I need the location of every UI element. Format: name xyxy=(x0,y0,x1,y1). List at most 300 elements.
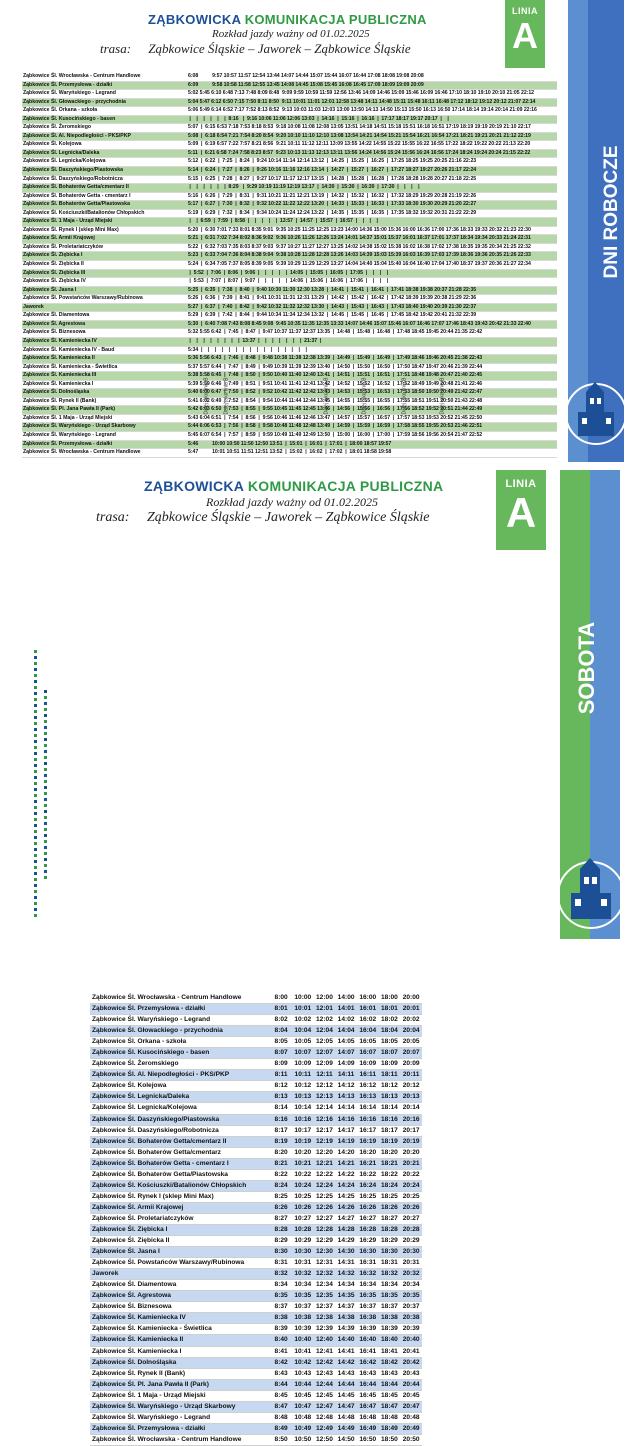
departure-time: 12:16 xyxy=(314,1114,336,1125)
table-row xyxy=(22,397,557,406)
departure-time: 16:21 xyxy=(357,1158,379,1169)
stop-name: Ząbkowice Śl. Bohaterów Getta/cmentarz II xyxy=(22,184,187,193)
departure-time: 16:25 xyxy=(359,1192,377,1200)
departure-times: | 5:52 | 7:06 | 8:06 | 9:06 | | | | | 14:05 | 15:05 | 16:05 | 17:05 | | | | xyxy=(187,269,557,278)
stop-name: Ząbkowice Śl. Jasna I xyxy=(90,1247,270,1258)
departure-time: 16:16 xyxy=(357,1114,379,1125)
departure-time: 20:27 xyxy=(402,1214,420,1222)
table-row xyxy=(22,380,557,389)
departure-time: 20:31 xyxy=(402,1259,420,1267)
saturday-table-wrapper xyxy=(90,993,422,1446)
departure-time: 14:12 xyxy=(337,1082,355,1090)
table-row xyxy=(22,303,557,312)
stop-name: Ząbkowice Śl. Bohaterów Getta/cmentarz xyxy=(92,1148,221,1156)
table-row xyxy=(90,1280,422,1291)
title-part2: KOMUNIKACJA PUBLICZNA xyxy=(244,12,427,27)
departure-time: 14:25 xyxy=(337,1192,355,1200)
departure-times: 5:21 | 6:31 7:02 7:34 8:02 8:36 9:02 9:36 10:26 11:26 12:26 13:24 14:01 14:37 15:01 15:37 16:01 16:37 17:01 17:37 18:34 19:34 20:33 21:24 22:31 xyxy=(187,235,557,244)
table-row xyxy=(22,449,557,458)
departure-time: 14:40 xyxy=(335,1335,357,1346)
table-row xyxy=(90,1258,422,1269)
stop-name: Ząbkowice Śl. Kamieniecka I xyxy=(92,1347,182,1355)
stop-name: Ząbkowice Śl. Rynek II (Bank) xyxy=(92,1369,186,1377)
validity-note: Rozkład jazdy ważny od 01.02.2025 xyxy=(212,28,370,40)
departure-time: 20:32 xyxy=(400,1269,422,1280)
table-row xyxy=(90,1191,422,1202)
stop-name: Ząbkowice Śl. Kolejowa xyxy=(23,141,82,148)
table-row xyxy=(90,1313,422,1324)
via-note: Dalej jako linia B xyxy=(323,377,330,415)
departure-time: 14:00 xyxy=(337,994,355,1001)
stop-name: Ząbkowice Śl. Bohaterów Getta - cmentarz I xyxy=(23,192,131,199)
departure-time: 14:21 xyxy=(335,1158,357,1169)
departure-time: 18:28 xyxy=(379,1224,401,1235)
stop-name: Ząbkowice Śl. Przemysłowa - działki xyxy=(22,81,187,90)
table-row xyxy=(22,312,557,321)
table-row xyxy=(22,278,557,287)
departure-time: 10:01 xyxy=(292,1004,314,1015)
table-row xyxy=(22,107,557,116)
stop-name: Ząbkowice Śl. Kościuszki/Batalionów Chłopskich xyxy=(90,1180,270,1191)
departure-time: 16:01 xyxy=(357,1004,379,1015)
table-row xyxy=(90,1059,422,1070)
departure-time: 10:29 xyxy=(294,1237,312,1245)
stop-name: Ząbkowice Śl. Ziębicka II xyxy=(92,1237,170,1245)
route-text: Ząbkowice Śląskie – Jaworek – Ząbkowice Śląskie xyxy=(146,510,430,525)
table-row xyxy=(22,414,557,423)
stop-name: Ząbkowice Śl. Daszyńskiego/Piastowska xyxy=(90,1114,270,1125)
departure-time: 16:02 xyxy=(359,1016,377,1024)
table-row xyxy=(90,1291,422,1302)
departure-time: 18:27 xyxy=(380,1214,398,1222)
stop-name: Jaworek xyxy=(90,1269,270,1280)
departure-time: 16:14 xyxy=(359,1104,377,1112)
stop-name: Ząbkowice Śl. Daszyńskiego/Piastowska xyxy=(22,167,187,176)
departure-times: | | | | | | 8:16 | 9:16 10:06 11:06 12:06 13:03 | 14:16 | 15:16 | 16:16 | 17:17 18:17 19:17 20:17 | | xyxy=(187,115,557,124)
departure-time: 20:34 xyxy=(402,1281,420,1289)
departure-time: 8:50 xyxy=(274,1435,288,1443)
departure-times: 5:26 | 6:36 | 7:39 | 8:41 | 9:41 10:31 11:31 12:31 13:29 | 14:42 | 15:42 | 16:42 | 17:42 18:39 19:39 20:38 21:29 22:36 xyxy=(188,295,477,302)
table-row xyxy=(90,1092,422,1103)
departure-time: 8:41 xyxy=(274,1347,288,1355)
departure-time: 12:01 xyxy=(314,1004,336,1015)
departure-time: 10:25 xyxy=(294,1192,312,1200)
table-row xyxy=(22,372,557,381)
line-badge xyxy=(496,470,546,550)
via-note: Dalej jako linia B xyxy=(223,377,230,415)
departure-time: 8:44 xyxy=(270,1379,292,1390)
departure-time: 14:44 xyxy=(335,1379,357,1390)
departure-time: 10:40 xyxy=(292,1335,314,1346)
departure-time: 12:43 xyxy=(316,1369,333,1377)
departure-time: 14:50 xyxy=(337,1435,355,1443)
town-crest-icon xyxy=(564,378,628,450)
table-row xyxy=(90,1103,422,1114)
departure-time: 8:14 xyxy=(274,1104,288,1112)
departure-time: 8:16 xyxy=(270,1114,292,1125)
departure-time: 8:01 xyxy=(270,1004,292,1015)
departure-time: 14:49 xyxy=(335,1423,357,1434)
departure-time: 16:39 xyxy=(359,1325,377,1333)
departure-time: 12:22 xyxy=(316,1170,333,1178)
departure-time: 8:34 xyxy=(274,1281,288,1289)
table-row xyxy=(22,158,557,167)
departure-time: 16:13 xyxy=(357,1092,379,1103)
departure-time: 14:01 xyxy=(335,1004,357,1015)
departure-time: 12:07 xyxy=(314,1048,336,1059)
table-row xyxy=(22,440,557,449)
weekday-table xyxy=(22,73,557,458)
departure-time: 16:19 xyxy=(357,1136,379,1147)
departure-time: 16:05 xyxy=(359,1038,377,1046)
departure-time: 10:30 xyxy=(292,1247,314,1258)
departure-times: 6:08 9:57 10:57 11:57 12:54 13:44 14:07 14:44 15:07 15:44 16:07 16:44 17:08 18:08 19:08 20:08 xyxy=(188,73,424,79)
departure-time: 14:30 xyxy=(335,1247,357,1258)
departure-time: 8:31 xyxy=(274,1259,288,1267)
weekday-title xyxy=(148,12,427,27)
saturday-title xyxy=(144,478,443,494)
departure-time: 10:41 xyxy=(294,1347,312,1355)
departure-time: 10:48 xyxy=(294,1413,312,1421)
departure-time: 10:16 xyxy=(292,1114,314,1125)
departure-time: 18:42 xyxy=(379,1357,401,1368)
departure-times: 5:16 | 6:26 | 7:29 | 8:31 | 9:31 10:21 11:21 12:21 13:19 | 14:32 | 15:32 | 16:32 | 17:32 18:29 19:29 20:28 21:19 22:26 xyxy=(188,192,477,199)
title-part1: ZĄBKOWICKA xyxy=(144,478,244,494)
departure-time: 10:32 xyxy=(292,1269,314,1280)
departure-times: 5:09 | 6:19 6:57 7:22 7:57 8:21 8:56 9:21 10:11 11:12 12:11 13:09 13:55 14:22 14:55 15:22 15:55 16:22 16:55 17:22 18:22 19:22 20:22 21:13 22:20 xyxy=(188,141,531,148)
departure-time: 10:44 xyxy=(292,1379,314,1390)
departure-times: 5:22 | 6:32 7:03 7:35 8:03 8:37 9:03 9:37 10:27 11:27 12:27 13:25 14:02 14:38 15:02 15:38 16:02 16:38 17:02 17:38 18:35 19:35 20:34 21:25 22:32 xyxy=(188,243,531,250)
departure-time: 18:25 xyxy=(380,1192,398,1200)
departure-time: 16:12 xyxy=(359,1082,377,1090)
title-part2: KOMUNIKACJA PUBLICZNA xyxy=(247,478,444,494)
departure-times: 5:34 | | | | | | | | | | | | | | | | xyxy=(188,346,307,353)
departure-time: 10:43 xyxy=(294,1369,312,1377)
table-row xyxy=(22,132,557,141)
stop-name: Ząbkowice Śl. Bohaterów Getta/cmentarz II xyxy=(90,1136,270,1147)
table-row xyxy=(22,423,557,432)
departure-time: 16:43 xyxy=(359,1369,377,1377)
stop-name: Ząbkowice Śl. Pl. Jana Pawła II (Park) xyxy=(22,406,187,415)
departure-time: 12:24 xyxy=(314,1180,336,1191)
table-row xyxy=(90,1379,422,1390)
departure-time: 18:48 xyxy=(380,1413,398,1421)
weekday-table-wrapper xyxy=(22,73,557,458)
table-row xyxy=(22,389,557,398)
departure-time: 12:37 xyxy=(316,1303,333,1311)
table-row xyxy=(22,355,557,364)
departure-time: 20:40 xyxy=(400,1335,422,1346)
departure-time: 12:00 xyxy=(316,994,333,1001)
stop-name: Ząbkowice Śl. Al. Niepodległości - PKS/PKP xyxy=(90,1070,270,1081)
stop-name: Ząbkowice Śl. Diamentowa xyxy=(92,1281,177,1289)
departure-time: 20:45 xyxy=(402,1391,420,1399)
departure-time: 20:26 xyxy=(400,1202,422,1213)
line-number: A xyxy=(512,15,538,56)
decor-dots-left xyxy=(44,690,47,882)
table-row xyxy=(90,1302,422,1313)
departure-time: 16:22 xyxy=(359,1170,377,1178)
title-part1: ZĄBKOWICKA xyxy=(148,12,241,27)
stop-name: Ząbkowice Śl. Kamieniecka - Świetlica xyxy=(92,1325,212,1333)
departure-time: 14:19 xyxy=(335,1136,357,1147)
stop-name: Ząbkowice Śl. Bohaterów Getta - cmentarz I xyxy=(90,1158,270,1169)
stop-name: Ząbkowice Śl. Kamieniecka III xyxy=(22,372,187,381)
departure-time: 8:38 xyxy=(270,1313,292,1324)
departure-times: 5:25 | 6:35 | 7:38 | 8:40 | 9:40 10:30 11:30 12:30 13:28 | 14:41 | 15:41 | 16:41 | 17:41 18:38 19:38 20:37 21:28 22:35 xyxy=(187,286,557,295)
departure-time: 18:38 xyxy=(379,1313,401,1324)
departure-time: 16:26 xyxy=(357,1202,379,1213)
departure-times: 5:23 | 6:33 7:04 7:36 8:04 8:38 9:04 9:38 10:28 11:28 12:28 13:26 14:03 14:39 15:03 15:39 16:03 16:39 17:03 17:39 18:36 19:36 20:35 21:26 22:33 xyxy=(187,252,557,261)
departure-time: 16:34 xyxy=(359,1281,377,1289)
departure-times: | | 6:59 | 7:59 | 8:58 | | | | | 13:57 | 14:57 | 15:57 | 16:57 | | | | xyxy=(187,218,557,227)
via-note: Dalej jako linia B xyxy=(401,377,408,415)
stop-name: Ząbkowice Śl. 1 Maja - Urząd Miejski xyxy=(23,414,113,421)
stop-name: Ząbkowice Śl. Waryńskiego - Urząd Skarbowy xyxy=(22,423,187,432)
stop-name: Ząbkowice Śl. Legnicka/Daleka xyxy=(90,1092,270,1103)
departure-time: 18:01 xyxy=(379,1004,401,1015)
table-row xyxy=(90,1224,422,1235)
departure-time: 18:44 xyxy=(379,1379,401,1390)
departure-time: 14:26 xyxy=(335,1202,357,1213)
table-row xyxy=(22,115,557,124)
table-row xyxy=(22,184,557,193)
stop-name: Ząbkowice Śl. Wrocławska - Centrum Handlowe xyxy=(23,449,141,456)
departure-time: 12:39 xyxy=(316,1325,333,1333)
departure-time: 18:05 xyxy=(380,1038,398,1046)
departure-time: 20:19 xyxy=(400,1136,422,1147)
departure-time: 14:48 xyxy=(337,1413,355,1421)
departure-time: 20:22 xyxy=(402,1170,420,1178)
table-row xyxy=(22,218,557,227)
stop-name: Ząbkowice Śl. Legnicka/Daleka xyxy=(22,149,187,158)
stop-name: Ząbkowice Śl. Diamentowa xyxy=(23,312,90,319)
line-badge xyxy=(505,0,545,68)
line-number: A xyxy=(505,489,537,536)
departure-time: 8:45 xyxy=(274,1391,288,1399)
departure-time: 12:42 xyxy=(314,1357,336,1368)
departure-time: 16:35 xyxy=(357,1291,379,1302)
stop-name: Ząbkowice Śl. Bohaterów Getta/Piastowska xyxy=(22,201,187,210)
departure-time: 12:11 xyxy=(314,1070,336,1081)
stop-name: Ząbkowice Śl. Daszyńskiego/Robotnicza xyxy=(92,1126,219,1134)
departure-time: 16:38 xyxy=(357,1313,379,1324)
departure-time: 18:39 xyxy=(380,1325,398,1333)
departure-time: 20:14 xyxy=(402,1104,420,1112)
saturday-table xyxy=(90,993,422,1446)
route-line xyxy=(100,41,411,57)
departure-time: 8:22 xyxy=(274,1170,288,1178)
stop-name: Ząbkowice Śl. Kusocińskiego - basen xyxy=(90,1048,270,1059)
stop-name: Ząbkowice Śl. Kusocińskiego - basen xyxy=(22,115,187,124)
departure-time: 14:43 xyxy=(337,1369,355,1377)
stop-name: Ząbkowice Śl. Przemysłowa - działki xyxy=(90,1423,270,1434)
table-row xyxy=(90,1368,422,1379)
departure-time: 12:38 xyxy=(314,1313,336,1324)
departure-times: 5:06 5:49 6:14 6:52 7:17 7:52 8:13 8:52 9:13 10:03 11:03 12:03 13:00 13:50 14:13 14:50 15:13 15:50 16:13 16:50 17:14 18:14 19:14 20:14 21:09 22:16 xyxy=(188,107,537,114)
departure-time: 18:04 xyxy=(379,1026,401,1037)
departure-time: 18:43 xyxy=(380,1369,398,1377)
departure-times: 5:36 5:56 6:43 | 7:46 | 8:48 | 9:48 10:38 11:38 12:38 13:39 | 14:49 | 15:49 | 16:49 | 17:49 18:46 19:46 20:45 21:38 22:43 xyxy=(187,355,557,364)
departure-time: 10:50 xyxy=(294,1435,312,1443)
departure-time: 20:16 xyxy=(400,1114,422,1125)
departure-time: 8:12 xyxy=(274,1082,288,1090)
stop-name: Jaworek xyxy=(22,303,187,312)
departure-time: 12:34 xyxy=(316,1281,333,1289)
departure-time: 18:32 xyxy=(379,1269,401,1280)
table-row xyxy=(22,406,557,415)
departure-time: 14:20 xyxy=(337,1148,355,1156)
departure-time: 12:20 xyxy=(316,1148,333,1156)
departure-time: 18:20 xyxy=(380,1148,398,1156)
departure-times: 5:11 | 6:21 6:58 7:24 7:58 8:23 8:57 9:23 10:13 11:13 12:13 13:11 13:56 14:24 14:56 15:24 15:56 16:24 16:56 17:24 18:24 19:24 20:24 21:15 22:22 xyxy=(187,149,557,158)
departure-time: 16:31 xyxy=(359,1259,377,1267)
departure-time: 16:29 xyxy=(359,1237,377,1245)
departure-time: 8:05 xyxy=(274,1038,288,1046)
departure-time: 20:12 xyxy=(402,1082,420,1090)
departure-time: 10:13 xyxy=(292,1092,314,1103)
table-row xyxy=(90,1247,422,1258)
departure-times: 5:20 | 6:30 7:01 7:33 8:01 8:35 9:01 9:35 10:25 11:25 12:25 13:23 14:00 14:36 15:00 15:36 16:00 16:36 17:00 17:36 18:33 19:33 20:32 21:23 22:30 xyxy=(188,226,531,233)
table-row xyxy=(90,1269,422,1280)
day-type-label: DNI ROBOCZE xyxy=(601,145,622,279)
departure-time: 16:45 xyxy=(359,1391,377,1399)
departure-times: 5:07 | 6:15 6:53 7:18 7:53 8:18 8:53 9:18 10:08 11:08 12:08 13:05 13:51 14:18 14:51 15:18 15:51 16:18 16:51 17:19 18:19 19:19 20:19 21:10 22:17 xyxy=(188,124,531,131)
departure-times: 5:37 5:57 6:44 | 7:47 | 8:49 | 9:49 10:39 11:39 12:39 13:40 | 14:50 | 15:50 | 16:50 | 17:50 18:47 19:47 20:46 21:39 22:44 xyxy=(188,363,483,370)
departure-time: 12:12 xyxy=(316,1082,333,1090)
departure-time: 16:28 xyxy=(357,1224,379,1235)
departure-time: 10:22 xyxy=(294,1170,312,1178)
table-row xyxy=(22,90,557,99)
departure-time: 12:47 xyxy=(314,1401,336,1412)
departure-time: 18:14 xyxy=(380,1104,398,1112)
stop-name: Ząbkowice Śl. Legnicka/Kolejowa xyxy=(92,1104,197,1112)
departure-time: 16:17 xyxy=(359,1126,377,1134)
departure-time: 10:24 xyxy=(292,1180,314,1191)
stop-name: Ząbkowice Śl. Waryńskiego - Legrand xyxy=(92,1413,211,1421)
departure-time: 16:47 xyxy=(357,1401,379,1412)
table-row xyxy=(22,175,557,184)
departure-time: 16:41 xyxy=(359,1347,377,1355)
departure-time: 20:50 xyxy=(402,1435,420,1443)
departure-time: 12:29 xyxy=(316,1237,333,1245)
departure-time: 10:37 xyxy=(294,1303,312,1311)
departure-time: 18:19 xyxy=(379,1136,401,1147)
departure-time: 12:27 xyxy=(316,1214,333,1222)
departure-time: 18:16 xyxy=(379,1114,401,1125)
departure-time: 10:28 xyxy=(292,1224,314,1235)
departure-time: 20:04 xyxy=(400,1026,422,1037)
departure-time: 16:32 xyxy=(357,1269,379,1280)
departure-time: 20:24 xyxy=(400,1180,422,1191)
stop-name: Ząbkowice Śl. Agrestowa xyxy=(22,320,187,329)
table-row xyxy=(90,1335,422,1346)
departure-times: 5:46 10:00 10:50 11:50 12:50 13:51 | 15:01 | 16:01 | 17:01 | 18:00 18:57 19:57 xyxy=(187,440,557,449)
table-row xyxy=(90,1147,422,1158)
departure-time: 8:21 xyxy=(270,1158,292,1169)
table-row xyxy=(22,81,557,90)
stop-name: Ząbkowice Śl. Przemysłowa - działki xyxy=(22,440,187,449)
stop-name: Ząbkowice Śl. Dolnośląska xyxy=(90,1357,270,1368)
stop-name: Ząbkowice Śl. Bohaterów Getta/Piastowska xyxy=(92,1170,228,1178)
departure-time: 20:35 xyxy=(400,1291,422,1302)
stop-name: Ząbkowice Śl. Legnicka/Kolejowa xyxy=(23,158,106,165)
departure-time: 20:47 xyxy=(400,1401,422,1412)
departure-time: 12:32 xyxy=(314,1269,336,1280)
departure-time: 8:24 xyxy=(270,1180,292,1191)
departure-times: 5:38 5:58 6:45 | 7:48 | 8:50 | 9:50 10:40 11:40 12:40 13:41 | 14:51 | 15:51 | 16:51 | 17:51 18:48 19:48 20:47 21:40 22:45 xyxy=(187,372,557,381)
departure-time: 20:29 xyxy=(402,1237,420,1245)
departure-time: 10:34 xyxy=(294,1281,312,1289)
departure-time: 10:04 xyxy=(292,1026,314,1037)
departure-time: 8:04 xyxy=(270,1026,292,1037)
departure-time: 14:02 xyxy=(337,1016,355,1024)
departure-times: 5:02 5:45 6:10 6:48 7:13 7:48 8:09 8:48 9:09 9:59 10:59 11:59 12:56 13:46 14:09 14:46 15:09 15:46 16:09 16:46 17:10 18:10 19:10 20:10 21:05 22:12 xyxy=(188,90,534,97)
departure-time: 10:45 xyxy=(294,1391,312,1399)
table-row xyxy=(22,73,557,81)
departure-times: | 5:53 | 7:07 | 8:07 | 9:07 | | | | | 14:06 | 15:06 | 16:06 | 17:06 | | | | xyxy=(188,278,389,285)
day-type-label: SOBOTA xyxy=(574,621,599,715)
departure-time: 10:38 xyxy=(292,1313,314,1324)
stop-name: Ząbkowice Śl. 1 Maja - Urząd Miejski xyxy=(22,218,187,227)
departure-time: 14:17 xyxy=(337,1126,355,1134)
table-row xyxy=(22,141,557,150)
departure-time: 14:13 xyxy=(335,1092,357,1103)
stop-name: Ząbkowice Śl. Ziębicka III xyxy=(22,269,187,278)
departure-time: 14:31 xyxy=(337,1259,355,1267)
departure-time: 10:42 xyxy=(292,1357,314,1368)
stop-name: Ząbkowice Śl. Kamieniecka IV xyxy=(22,337,187,346)
table-row xyxy=(22,167,557,176)
departure-time: 18:40 xyxy=(379,1335,401,1346)
departure-time: 14:42 xyxy=(335,1357,357,1368)
departure-time: 16:11 xyxy=(357,1070,379,1081)
departure-time: 14:39 xyxy=(337,1325,355,1333)
stop-name: Ząbkowice Śl. Rynek I (sklep Mini Max) xyxy=(23,226,119,233)
departure-time: 8:28 xyxy=(270,1224,292,1235)
table-row xyxy=(90,993,422,1004)
departure-time: 8:30 xyxy=(270,1247,292,1258)
route-label: trasa: xyxy=(100,41,132,56)
departure-time: 8:00 xyxy=(274,994,288,1001)
departure-time: 18:11 xyxy=(379,1070,401,1081)
departure-time: 16:27 xyxy=(359,1214,377,1222)
stop-name: Ząbkowice Śl. Orkana - szkoła xyxy=(23,107,98,114)
departure-times: 5:43 6:04 6:51 | 7:54 | 8:56 | 9:56 10:46 11:46 12:46 13:47 | 14:57 | 15:57 | 16:57 | 17:57 18:53 19:53 20:52 21:45 22:50 xyxy=(188,414,483,421)
departure-time: 14:24 xyxy=(335,1180,357,1191)
departure-time: 16:42 xyxy=(357,1357,379,1368)
departure-time: 12:48 xyxy=(316,1413,333,1421)
departure-times: 5:12 | 6:22 | 7:25 | 8:24 | 9:24 10:14 11:14 12:14 13:12 | 14:25 | 15:25 | 16:25 | 17:25 18:25 19:25 20:25 21:16 22:23 xyxy=(188,158,477,165)
departure-time: 10:31 xyxy=(294,1259,312,1267)
table-row xyxy=(22,261,557,270)
table-row xyxy=(90,1004,422,1015)
stop-name: Ząbkowice Śl. Al. Niepodległości - PKS/PKP xyxy=(22,132,187,141)
departure-time: 18:24 xyxy=(379,1180,401,1191)
departure-time: 12:05 xyxy=(316,1038,333,1046)
departure-time: 10:11 xyxy=(292,1070,314,1081)
table-row xyxy=(90,1202,422,1213)
departure-time: 8:27 xyxy=(274,1214,288,1222)
departure-times: 5:47 10:01 10:51 11:51 12:51 13:52 | 15:02 | 16:02 | 17:02 | 18:01 18:58 19:58 xyxy=(188,449,392,456)
table-row xyxy=(22,269,557,278)
departure-time: 12:13 xyxy=(314,1092,336,1103)
departure-time: 20:11 xyxy=(400,1070,422,1081)
departure-times: 5:45 6:07 6:54 | 7:57 | 8:59 | 9:59 10:49 11:49 12:49 13:50 | 15:00 | 16:00 | 17:00 | 17:59 18:56 19:56 20:54 21:47 22:52 xyxy=(188,431,483,438)
table-row xyxy=(90,1357,422,1368)
via-note: Dalej jako linia B xyxy=(203,377,210,415)
departure-time: 12:31 xyxy=(316,1259,333,1267)
